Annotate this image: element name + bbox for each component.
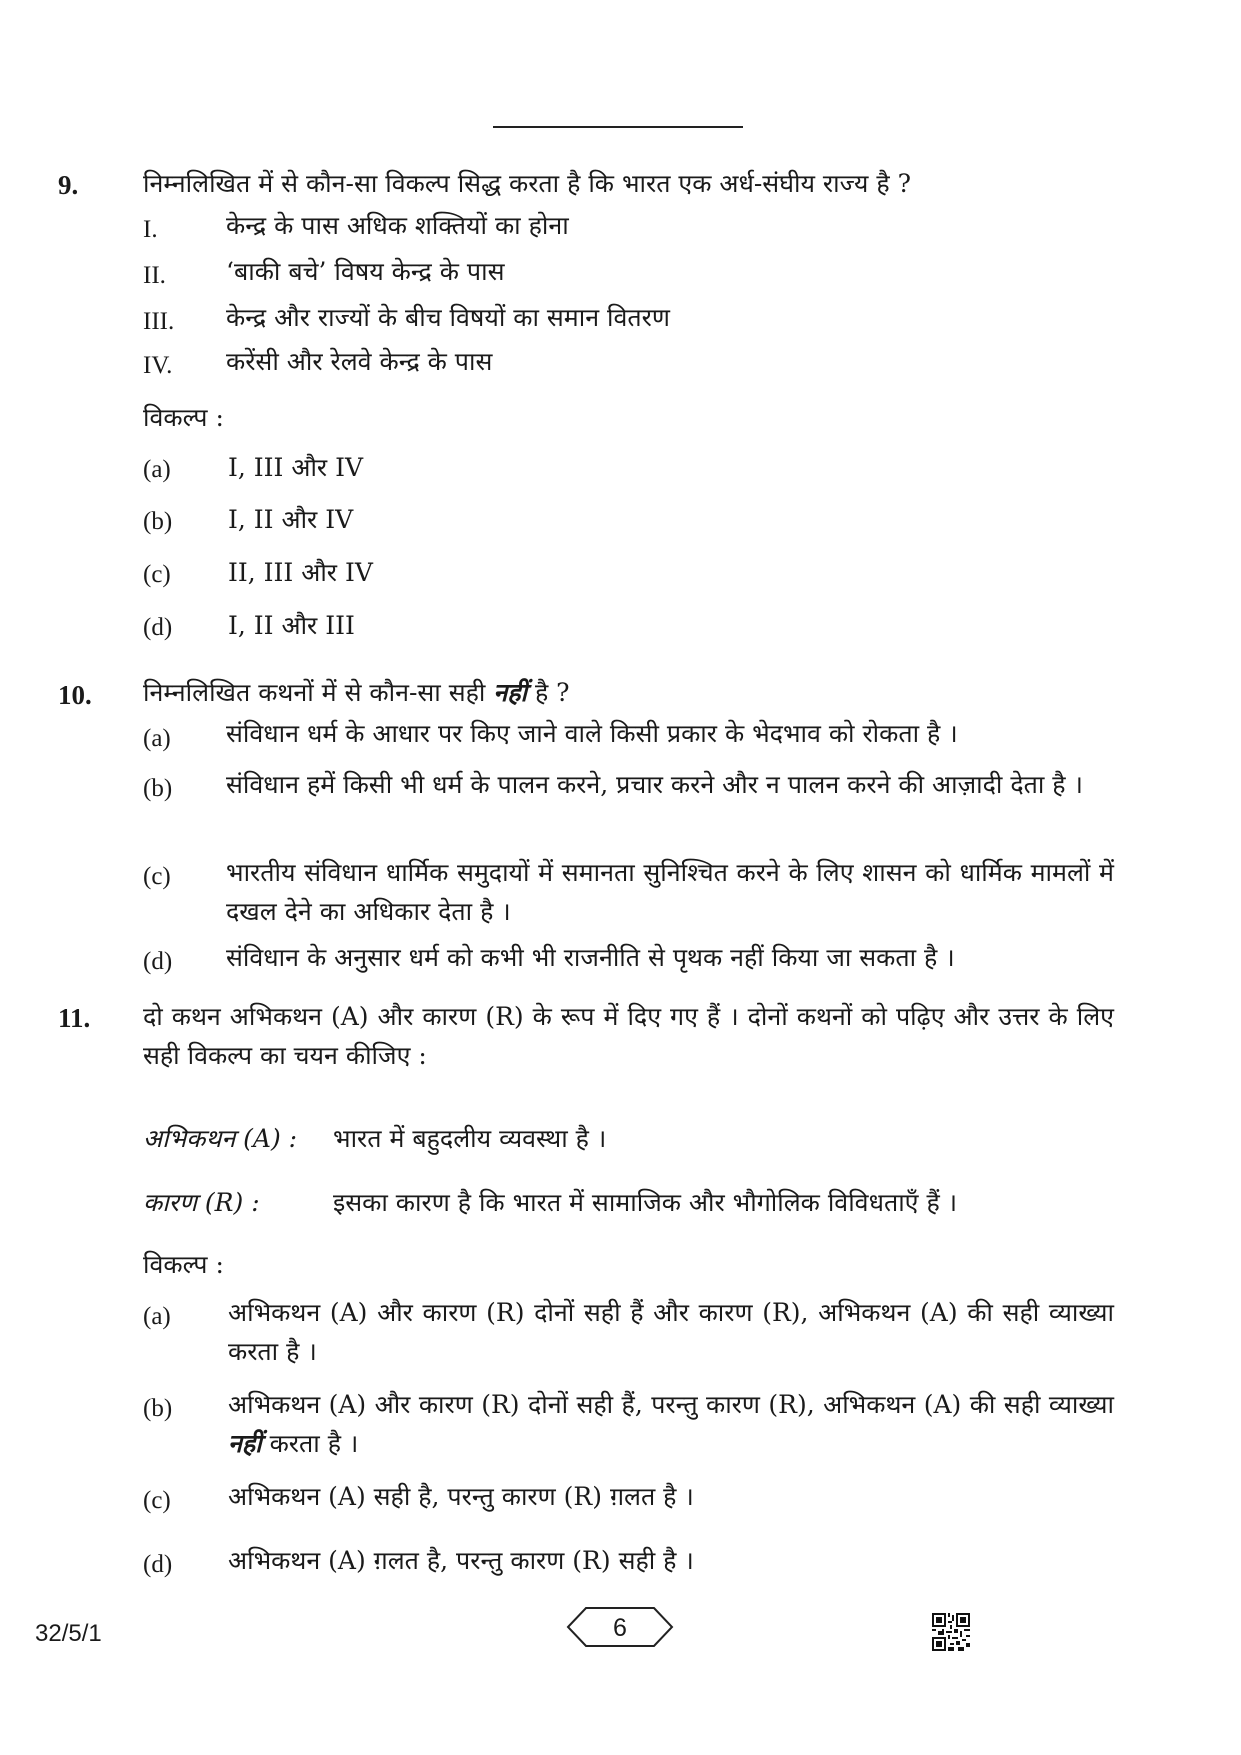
q10-option-letter: (b) xyxy=(143,775,173,802)
q9-statement-number: II. xyxy=(143,262,166,289)
q9-statement-number: III. xyxy=(143,308,175,335)
q9-statement-text: केन्द्र और राज्यों के बीच विषयों का समान वितरण xyxy=(226,303,670,332)
page-number: 6 xyxy=(613,1614,627,1642)
q10-option-text[interactable]: संविधान हमें किसी भी धर्म के पालन करने, प्रचार करने और न पालन करने की आज़ादी देता है । xyxy=(226,770,1083,799)
page-badge-shape xyxy=(566,1606,674,1648)
q9-option-text[interactable]: I, II और IV xyxy=(228,505,354,534)
q11-option-letter: (b) xyxy=(143,1395,173,1422)
assertion-text: भारत में बहुदलीय व्यवस्था है । xyxy=(333,1124,607,1153)
q11-option-letter: (d) xyxy=(143,1551,173,1578)
q10-question-pre: निम्नलिखित कथनों में से कौन-सा सही xyxy=(143,678,486,707)
q11-option-text[interactable]: अभिकथन (A) और कारण (R) दोनों सही हैं और कारण (R), अभिकथन (A) की सही व्याख्या करता है । xyxy=(228,1298,1114,1366)
reason-text: इसका कारण है कि भारत में सामाजिक और भौगोलिक विविधताएँ हैं । xyxy=(333,1188,958,1217)
q10-question-emphasis: नहीं xyxy=(493,678,527,707)
q11-number: 11. xyxy=(58,1003,91,1033)
q10-question-post: है ? xyxy=(534,678,570,707)
q9-question-text: निम्नलिखित में से कौन-सा विकल्प सिद्ध करता है कि भारत एक अर्ध-संघीय राज्य है ? xyxy=(143,169,911,198)
assertion-label: अभिकथन (A) : xyxy=(143,1124,298,1153)
q9-number: 9. xyxy=(58,170,79,200)
q11-option-b-pre: अभिकथन (A) और कारण (R) दोनों सही हैं, परन्तु कारण (R), अभिकथन (A) की सही व्याख्या xyxy=(228,1390,1114,1419)
q10-option-text[interactable]: संविधान धर्म के आधार पर किए जाने वाले किसी प्रकार के भेदभाव को रोकता है । xyxy=(226,719,958,748)
q10-option-text[interactable]: भारतीय संविधान धार्मिक समुदायों में समानता सुनिश्चित करने के लिए शासन को धार्मिक मामलों में दखल देने का अधिकार देता है । xyxy=(226,858,1114,926)
q10-question-text xyxy=(143,676,570,710)
q11-question-text: दो कथन अभिकथन (A) और कारण (R) के रूप में दिए गए हैं । दोनों कथनों को पढ़िए और उत्तर के लिए सही विकल्प का चयन कीजिए : xyxy=(143,1002,1114,1070)
qr-code-icon xyxy=(932,1613,970,1651)
q9-options-label: विकल्प : xyxy=(143,403,224,432)
q10-option-text[interactable]: संविधान के अनुसार धर्म को कभी भी राजनीति से पृथक नहीं किया जा सकता है । xyxy=(226,943,955,972)
reason-label: कारण (R) : xyxy=(143,1188,260,1217)
q9-statement-text: ‘बाकी बचे’ विषय केन्द्र के पास xyxy=(226,257,505,286)
q9-statement-number: IV. xyxy=(143,352,173,379)
q9-option-letter: (a) xyxy=(143,456,171,483)
q9-option-text[interactable]: I, III और IV xyxy=(228,453,364,482)
q11-option-text[interactable]: अभिकथन (A) सही है, परन्तु कारण (R) ग़लत है । xyxy=(228,1482,694,1511)
q9-option-letter: (b) xyxy=(143,508,173,535)
q9-statement-number: I. xyxy=(143,216,158,243)
q9-option-text[interactable]: I, II और III xyxy=(228,611,355,640)
q9-statement-text: करेंसी और रेलवे केन्द्र के पास xyxy=(226,347,493,376)
q10-number: 10. xyxy=(58,680,92,710)
q11-option-letter: (a) xyxy=(143,1303,171,1330)
q10-option-letter: (d) xyxy=(143,948,173,975)
q11-option-b-emphasis: नहीं xyxy=(228,1429,262,1458)
q10-option-letter: (a) xyxy=(143,725,171,752)
q11-option-text[interactable]: अभिकथन (A) ग़लत है, परन्तु कारण (R) सही है । xyxy=(228,1546,694,1575)
q11-option-letter: (c) xyxy=(143,1487,171,1514)
q11-options-label: विकल्प : xyxy=(143,1250,224,1279)
q9-option-letter: (c) xyxy=(143,561,171,588)
q9-option-text[interactable]: II, III और IV xyxy=(228,558,373,587)
q11-option-text[interactable] xyxy=(228,1385,1114,1463)
page-number-badge xyxy=(566,1606,674,1652)
q9-statement-text: केन्द्र के पास अधिक शक्तियों का होना xyxy=(226,211,569,240)
top-divider-rule xyxy=(493,126,743,128)
q11-option-b-post: करता है । xyxy=(269,1429,359,1458)
q9-option-letter: (d) xyxy=(143,614,173,641)
paper-code: 32/5/1 xyxy=(35,1620,102,1647)
q10-option-letter: (c) xyxy=(143,863,171,890)
